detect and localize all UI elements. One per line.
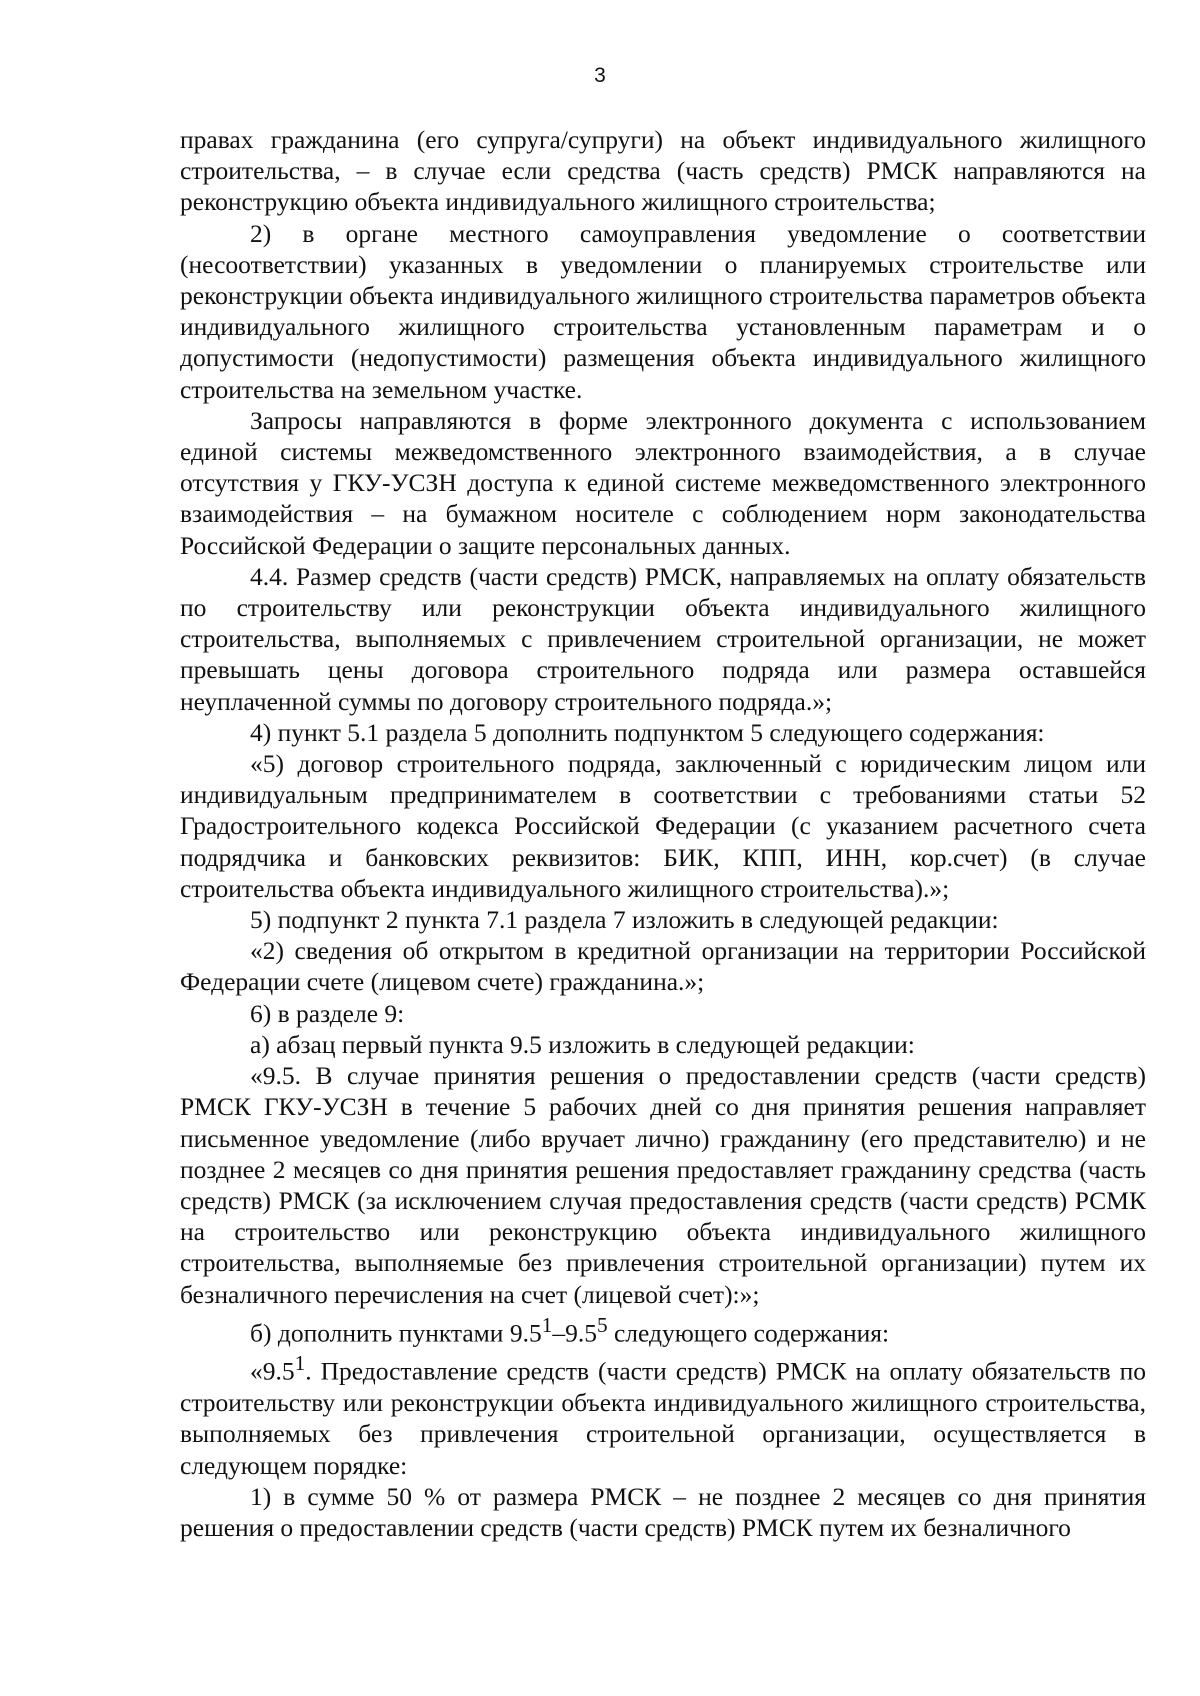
paragraph-requests: Запросы направляются в форме электронного документа с использованием единой системы межведомственного электронного взаимодействия, а в случае отсутствия у ГКУ-УСЗН доступа к единой системе межведомственного электронного взаимодействия – на бумажном носителе с соблюдением норм законодательства Российской Федерации о защите персональных данных. [180,405,1146,560]
superscript-5: 5 [596,1312,608,1337]
paragraph-item-2: 2) в органе местного самоуправления уведомление о соответствии (несоответствии) указанных в уведомлении о планируемых строительстве или реконструкции объекта индивидуального жилищного строительства параметров объекта индивидуального жилищного строительства установленным параметрам и о допустимости (недопустимости) размещения объекта индивидуального жилищного строительства на земельном участке. [180,218,1146,404]
paragraph-9-5-1-text: . Предоставление средств (части средств) РМСК на оплату обязательств по строительству или реконструкции объекта индивидуального жилищного строительства, выполняемых без привлечения строительной организации, осуществляется в следующем порядке: [180,1356,1146,1480]
paragraph-item-a: а) абзац первый пункта 9.5 изложить в следующей редакции: [250,1029,915,1059]
paragraph-item-b-range: –9.5 [552,1318,597,1348]
superscript-1: 1 [294,1351,306,1376]
paragraph-contract: «5) договор строительного подряда, заключенный с юридическим лицом или индивидуальным предпринимателем в соответствии с требованиями статьи 52 Градостроительного кодекса Российской Федерации (с указанием расчетного счета подрядчика и банковских реквизитов: БИК, КПП, ИНН, кор.счет) (в случае строительства объекта индивидуального жилищного строительства).»; [180,749,1146,903]
paragraph-9-5: «9.5. В случае принятия решения о предоставлении средств (части средств) РМСК ГКУ-УСЗН в течение 5 рабочих дней со дня принятия решения направляет письменное уведомление (либо вручает лично) гражданину (его представителю) и не позднее 2 месяцев со дня принятия решения предоставляет гражданину средства (часть средств) РМСК (за исключением случая предоставления средств (части средств) РСМК на строительство или реконструкцию объекта индивидуального жилищного строительства, выполняемые без привлечения строительной организации) путем их безналичного перечисления на счет (лицевой счет):»; [180,1061,1146,1309]
paragraph-item-5: 5) подпункт 2 пункта 7.1 раздела 7 изложить в следующей редакции: [250,905,999,935]
paragraph-continuation: правах гражданина (его супруга/супруги) на объект индивидуального жилищного строительства, – в случае если средства (часть средств) РМСК направляются на реконструкцию объекта индивидуального жилищного строительства; [180,125,1146,217]
document-body [180,124,1146,1543]
paragraph-9-5-1-number: «9.5 [250,1356,295,1386]
paragraph-account-info: «2) сведения об открытом в кредитной организации на территории Российской Федерации счете (лицевом счете) гражданина.»; [180,936,1146,997]
paragraph-item-b-text: б) дополнить пунктами 9.5 [250,1318,542,1348]
paragraph-4-4: 4.4. Размер средств (части средств) РМСК, направляемых на оплату обязательств по строительству или реконструкции объекта индивидуального жилищного строительства, выполняемых с привлечением строительной организации, не может превышать цены договора строительного подряда или размера оставшейся неуплаченной суммы по договору строительного подряда.»; [180,561,1146,716]
paragraph-9-5-1 [180,1348,1146,1480]
paragraph-payment-1: 1) в сумме 50 % от размера РМСК – не позднее 2 месяцев со дня принятия решения о предоставлении средств (части средств) РМСК путем их безналичного [180,1481,1146,1542]
page-number: 3 [594,64,606,87]
superscript-1: 1 [541,1312,553,1337]
paragraph-item-4: 4) пункт 5.1 раздела 5 дополнить подпунктом 5 следующего содержания: [250,717,1045,747]
paragraph-item-b-tail: следующего содержания: [607,1318,890,1348]
paragraph-item-b [180,1310,1146,1349]
paragraph-item-6: 6) в разделе 9: [250,998,405,1028]
